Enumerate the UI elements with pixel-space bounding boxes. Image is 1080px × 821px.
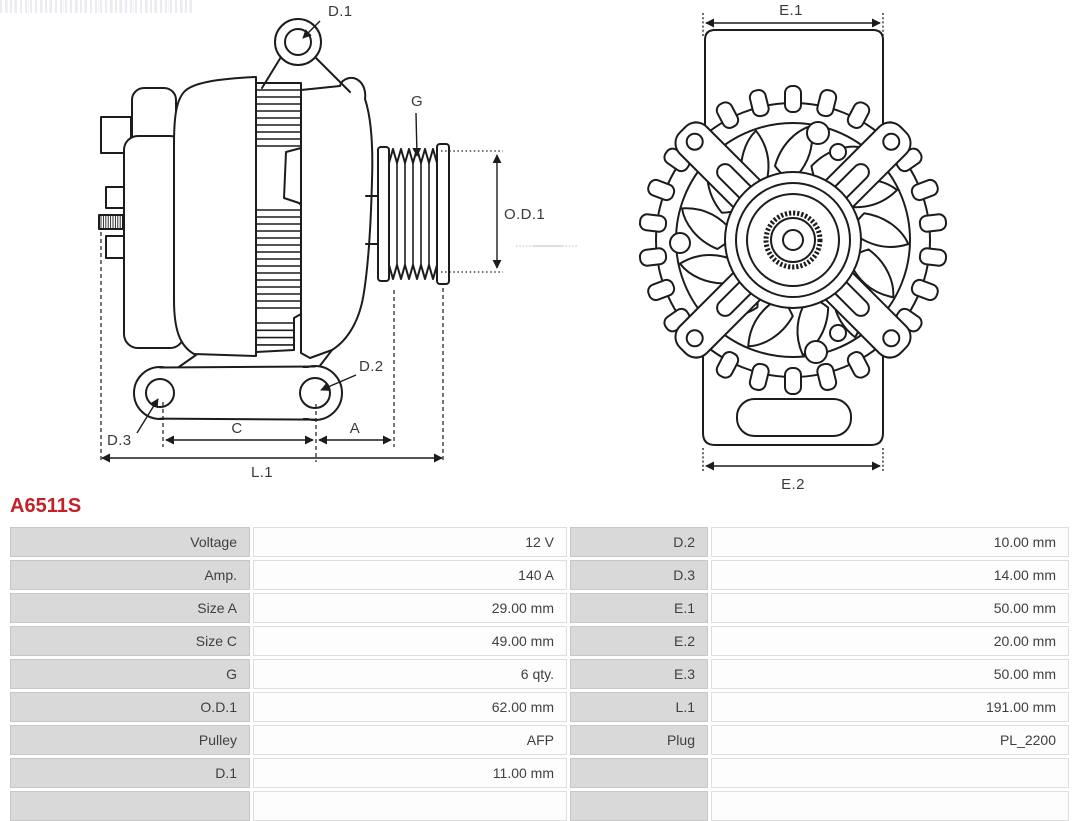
- spec-label-cell: Voltage: [10, 527, 250, 557]
- spec-value-cell: 140 A: [253, 560, 567, 590]
- spec-label-cell: D.1: [10, 758, 250, 788]
- spec-value-cell: 191.00 mm: [711, 692, 1069, 722]
- spec-value-cell: AFP: [253, 725, 567, 755]
- spec-value-cell: 11.00 mm: [253, 758, 567, 788]
- spec-label-cell: Pulley: [10, 725, 250, 755]
- spec-value-cell: 62.00 mm: [253, 692, 567, 722]
- spec-label-cell: [570, 758, 708, 788]
- dim-label-d1: D.1: [328, 3, 353, 20]
- spec-value-cell-clipped: [253, 791, 567, 821]
- spec-label-cell: D.3: [570, 560, 708, 590]
- dim-label-e1: E.1: [779, 2, 803, 19]
- spec-value-cell: 50.00 mm: [711, 659, 1069, 689]
- spec-label-cell: L.1: [570, 692, 708, 722]
- spec-table: [10, 527, 1069, 821]
- spec-value-cell: 10.00 mm: [711, 527, 1069, 557]
- dim-label-g: G: [410, 93, 424, 110]
- spec-value-cell: [711, 758, 1069, 788]
- dim-label-od1: O.D.1: [504, 206, 546, 223]
- spec-label-cell: E.1: [570, 593, 708, 623]
- front-view-drawing: [639, 2, 947, 493]
- spec-value-cell: 49.00 mm: [253, 626, 567, 656]
- spec-value-cell: PL_2200: [711, 725, 1069, 755]
- spec-label-cell-clipped: [10, 791, 250, 821]
- part-number: A6511S: [10, 495, 82, 517]
- dim-label-a: A: [349, 420, 361, 437]
- spec-label-cell: E.2: [570, 626, 708, 656]
- spec-value-cell-clipped: [711, 791, 1069, 821]
- spec-value-cell: 50.00 mm: [711, 593, 1069, 623]
- spec-label-cell: E.3: [570, 659, 708, 689]
- spec-value-cell: 12 V: [253, 527, 567, 557]
- spec-label-cell: Size A: [10, 593, 250, 623]
- spec-label-cell: D.2: [570, 527, 708, 557]
- dim-label-c: C: [231, 420, 243, 437]
- spec-label-cell: O.D.1: [10, 692, 250, 722]
- side-view-drawing: [99, 3, 578, 481]
- spec-value-cell: 29.00 mm: [253, 593, 567, 623]
- dim-label-d3: D.3: [107, 432, 132, 449]
- spec-value-cell: 14.00 mm: [711, 560, 1069, 590]
- spec-label-cell: Plug: [570, 725, 708, 755]
- spec-label-cell: Size C: [10, 626, 250, 656]
- spec-label-cell: G: [10, 659, 250, 689]
- spec-label-cell: Amp.: [10, 560, 250, 590]
- spec-value-cell: 6 qty.: [253, 659, 567, 689]
- bracket-slot: [737, 399, 851, 436]
- dim-label-l1: L.1: [250, 464, 274, 481]
- spec-value-cell: 20.00 mm: [711, 626, 1069, 656]
- spec-label-cell-clipped: [570, 791, 708, 821]
- dim-label-d2: D.2: [359, 358, 384, 375]
- dim-label-e2: E.2: [781, 476, 805, 493]
